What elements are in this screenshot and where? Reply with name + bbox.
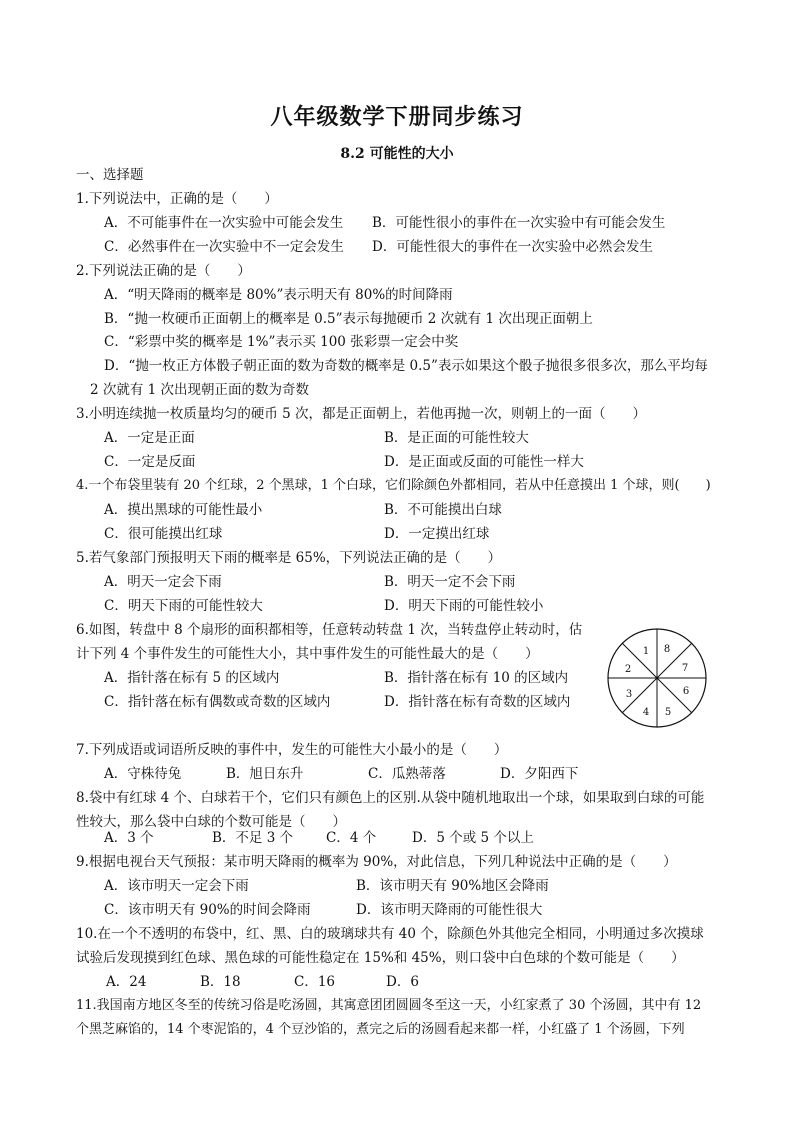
spinner-label-2: 2 [624, 664, 632, 675]
question-8-option-c: C．4 个 [326, 830, 377, 846]
question-7-stem: 7.下列成语或词语所反映的事件中，发生的可能性大小最小的是（ ） [76, 742, 508, 758]
question-4-option-b: B．不可能摸出白球 [384, 502, 502, 518]
question-6-stem-line-1: 6.如图，转盘中 8 个扇形的面积都相等，任意转动转盘 1 次，当转盘停止转动时，估 [76, 622, 583, 638]
question-1-option-c: C．必然事件在一次实验中不一定会发生 [104, 239, 344, 255]
question-9-option-d: D．该市明天降雨的可能性很大 [356, 902, 543, 918]
section-subtitle: 8.2 可能性的大小 [340, 146, 454, 162]
question-5-option-c: C．明天下雨的可能性较大 [104, 598, 263, 614]
question-3-option-b: B．是正面的可能性较大 [384, 430, 529, 446]
question-9-option-c: C．该市明天有 90%的时间会降雨 [104, 902, 311, 918]
question-8-stem-line-2: 性较大，那么袋中白球的个数可能是（ ） [76, 814, 346, 830]
question-3-stem: 3.小明连续抛一枚质量均匀的硬币 5 次，都是正面朝上，若他再抛一次，则朝上的一面（ ） [76, 406, 647, 422]
spinner-label-6: 6 [682, 686, 690, 697]
question-10-option-b: B．18 [200, 974, 241, 990]
spinner-label-3: 3 [625, 689, 633, 700]
spinner-label-8: 8 [663, 644, 671, 655]
question-11-stem-line-1: 11.我国南方地区冬至的传统习俗是吃汤圆，其寓意团团圆圆冬至这一天，小红家煮了 30 个汤圆，其中有 12 [76, 998, 702, 1013]
question-4-option-d: D．一定摸出红球 [384, 526, 490, 542]
question-7-option-c: C．瓜熟蒂落 [368, 766, 446, 782]
question-4-stem: 4.一个布袋里装有 20 个红球，2 个黑球，1 个白球，它们除颜色外都相同，若从中任意摸出 1 个球，则( ) [76, 478, 711, 493]
question-10-stem-line-2: 试验后发现摸到红色球、黑色球的可能性稳定在 15%和 45%，则口袋中白色球的个数可能是（ ） [76, 950, 685, 966]
section-heading: 一、选择题 [76, 167, 144, 183]
spinner-label-4: 4 [642, 707, 650, 718]
question-11-stem-line-2: 个黑芝麻馅的，14 个枣泥馅的，4 个豆沙馅的，煮完之后的汤圆看起来都一样，小红盛了 1 个汤圆，下列 [76, 1022, 685, 1037]
question-7-option-a: A．守株待兔 [104, 766, 182, 782]
question-10-option-d: D．6 [386, 974, 419, 990]
question-8-option-b: B．不足 3 个 [212, 830, 294, 846]
question-2-option-a: A．“明天降雨的概率是 80%”表示明天有 80%的时间降雨 [104, 287, 453, 303]
question-8-option-d: D．5 个或 5 个以上 [412, 830, 534, 846]
question-7-option-b: B．旭日东升 [226, 766, 304, 782]
question-8-stem-line-1: 8.袋中有红球 4 个、白球若干个，它们只有颜色上的区别.从袋中随机地取出一个球，如果取到白球的可能 [76, 790, 705, 806]
question-4-option-c: C．很可能摸出红球 [104, 526, 223, 542]
question-10-option-c: C．16 [294, 974, 336, 990]
question-7-option-d: D．夕阳西下 [500, 766, 579, 782]
spinner-label-1: 1 [642, 646, 650, 657]
question-3-option-d: D．是正面或反面的可能性一样大 [384, 454, 584, 470]
spinner-dividers [608, 629, 706, 727]
question-1-option-d: D．可能性很大的事件在一次实验中必然会发生 [372, 239, 653, 255]
spinner-label-7: 7 [681, 663, 689, 674]
question-10-stem-line-1: 10.在一个不透明的布袋中，红、黑、白的玻璃球共有 40 个，除颜色外其他完全相同，小明通过多次摸球 [76, 926, 704, 942]
question-4-option-a: A．摸出黑球的可能性最小 [104, 502, 263, 518]
question-6-stem-line-2: 计下列 4 个事件发生的可能性大小，其中事件发生的可能性最大的是（ ） [76, 646, 539, 662]
question-2-stem: 2.下列说法正确的是（ ） [76, 263, 251, 279]
question-3-option-c: C．一定是反面 [104, 454, 196, 470]
question-2-option-d-continued: 2 次就有 1 次出现朝正面的数为奇数 [90, 382, 310, 398]
question-5-option-b: B．明天一定不会下雨 [384, 574, 516, 590]
question-2-option-d: D．“抛一枚正方体骰子朝正面的数为奇数的概率是 0.5”表示如果这个骰子抛很多很多次，那么平均每 [104, 358, 708, 374]
question-1-stem: 1.下列说法中，正确的是（ ） [76, 191, 278, 207]
question-1-option-b: B．可能性很小的事件在一次实验中有可能会发生 [372, 215, 666, 231]
question-9-stem: 9.根据电视台天气预报：某市明天降雨的概率为 90%，对此信息，下列几种说法中正确的是（ ） [76, 854, 677, 870]
question-5-option-d: D．明天下雨的可能性较小 [384, 598, 544, 614]
question-2-option-c: C．“彩票中奖的概率是 1%”表示买 100 张彩票一定会中奖 [104, 334, 459, 350]
question-10-option-a: A．24 [106, 974, 147, 990]
question-2-option-b: B．“抛一枚硬币正面朝上的概率是 0.5”表示每抛硬币 2 次就有 1 次出现正面朝上 [104, 311, 593, 327]
question-1-option-a: A．不可能事件在一次实验中可能会发生 [104, 215, 344, 231]
spinner-label-5: 5 [664, 707, 672, 718]
question-9-option-a: A．该市明天一定会下雨 [104, 878, 249, 894]
question-8-option-a: A．3 个 [104, 830, 154, 846]
spinner-figure [606, 627, 708, 729]
question-6-option-b: B．指针落在标有 10 的区域内 [384, 670, 569, 686]
question-5-option-a: A．明天一定会下雨 [104, 574, 222, 590]
question-5-stem: 5.若气象部门预报明天下雨的概率是 65%，下列说法正确的是（ ） [76, 550, 502, 566]
question-3-option-a: A．一定是正面 [104, 430, 195, 446]
page-title: 八年级数学下册同步练习 [270, 104, 524, 130]
question-6-option-c: C．指针落在标有偶数或奇数的区域内 [104, 694, 331, 710]
question-6-option-a: A．指针落在标有 5 的区域内 [104, 670, 280, 686]
question-9-option-b: B．该市明天有 90%地区会降雨 [356, 878, 549, 894]
question-6-option-d: D．指针落在标有奇数的区域内 [384, 694, 571, 710]
